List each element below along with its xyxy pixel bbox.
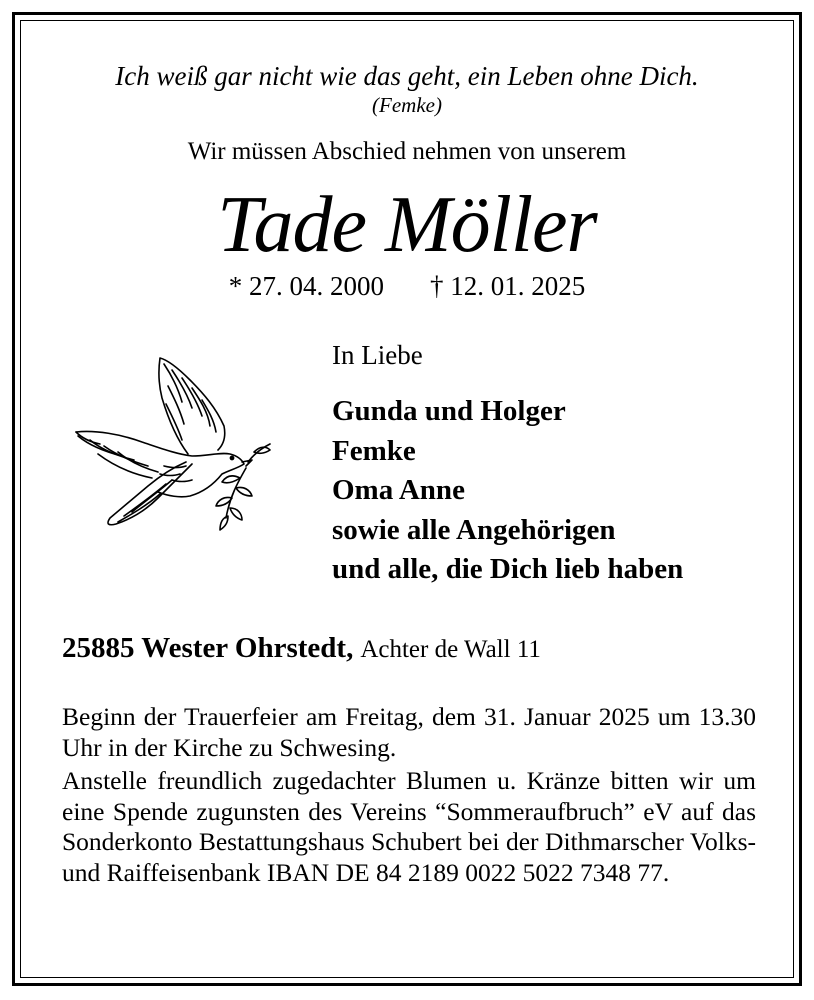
mourner-entry: Femke: [332, 434, 416, 467]
address-line: [62, 628, 541, 670]
life-dates: [0, 268, 814, 304]
mourner-entry: Gunda und Holger: [332, 395, 566, 427]
in-love-label: In Liebe: [332, 340, 423, 370]
donation-info: Anstelle freundlich zugedachter Blumen u. Kränze bitten wir um eine Spende zugunsten des Vereins “Sommeraufbruch” eV auf das Sonderkonto Bestattungshaus Schubert bei der Dithmarscher Volks- und Raiffeisenbank IBAN DE 84 2189 0022 5022 7348 77.: [62, 766, 756, 887]
death-date: † 12. 01. 2025: [430, 271, 586, 301]
quote-author: (Femke): [372, 93, 442, 117]
mourners-list: [332, 392, 683, 590]
mourner-entry: und alle, die Dich lieb haben: [332, 553, 684, 585]
address-street: Achter de Wall 11: [360, 636, 541, 663]
deceased-name: Tade Möller: [217, 181, 597, 269]
memorial-quote: Ich weiß gar nicht wie das geht, ein Leben ohne Dich.: [115, 61, 699, 91]
mourner-entry: Oma Anne: [332, 474, 465, 506]
funeral-info: Beginn der Trauerfeier am Freitag, dem 31. Januar 2025 um 13.30 Uhr in der Kirche zu Schwesing.: [62, 702, 756, 762]
intro-line: Wir müssen Abschied nehmen von unserem: [187, 138, 627, 165]
address-city: 25885 Wester Ohrstedt,: [62, 632, 354, 664]
birth-date: * 27. 04. 2000: [228, 271, 384, 301]
mourner-entry: sowie alle Angehörigen: [332, 513, 616, 546]
dove-with-olive-branch-icon: [68, 346, 272, 532]
